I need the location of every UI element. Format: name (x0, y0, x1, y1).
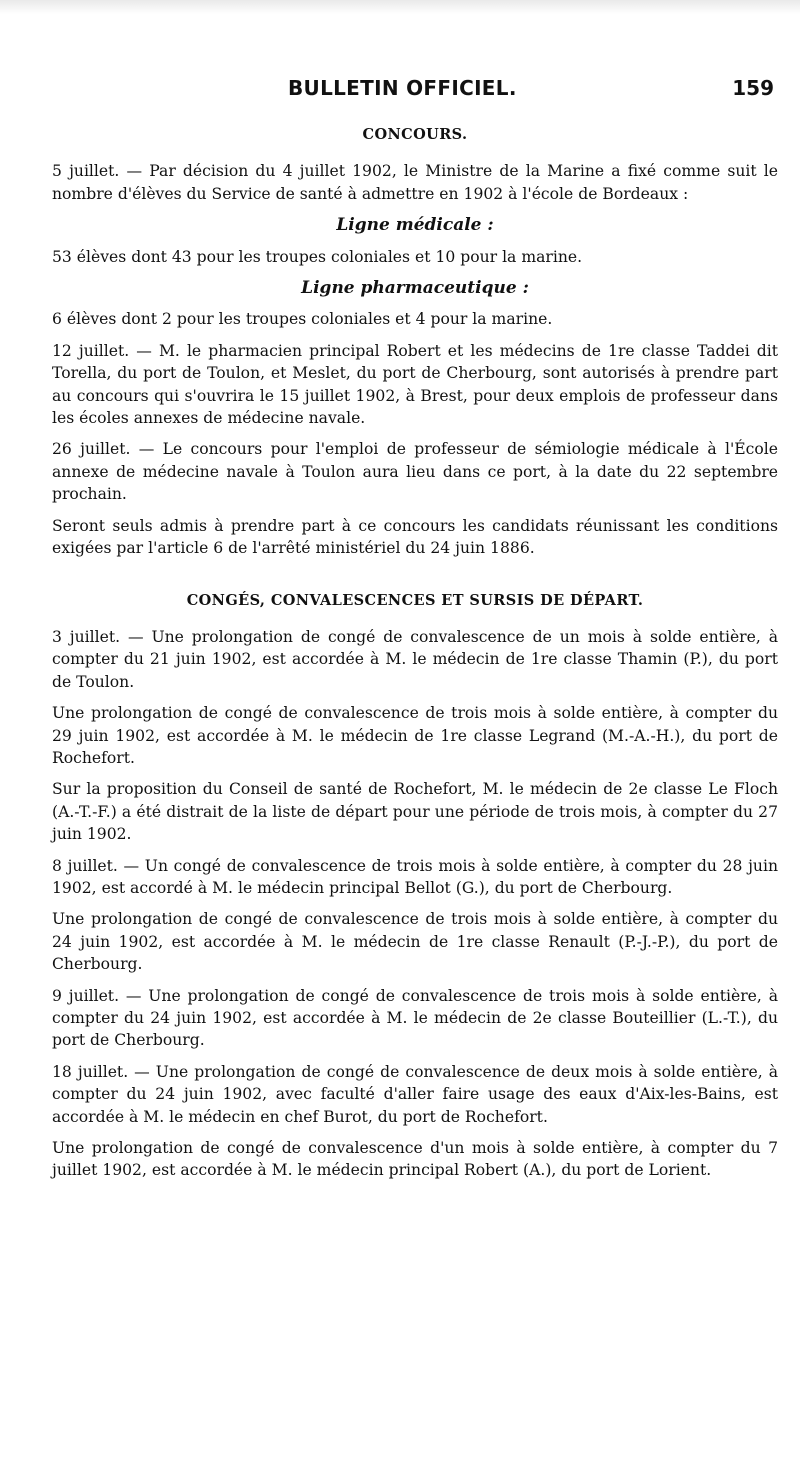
paragraph: 6 élèves dont 2 pour les troupes coloniales et 4 pour la marine. (52, 310, 553, 329)
page-header (0, 76, 800, 106)
paragraph: 3 juillet. — Une prolongation de congé de convalescence de un mois à solde entière, à compter du 21 juin 1902, est accordée à M. le médecin de 1re classe Thamin (P.), du port de Toulon. (52, 627, 778, 691)
paragraph: 18 juillet. — Une prolongation de congé de convalescence de deux mois à solde entière, à compter du 24 juin 1902, avec faculté d'aller faire usage des eaux d'Aix-les-Bains, est accordée à M. le médecin en chef Burot, du port de Rochefort. (52, 1062, 778, 1126)
paragraph: Une prolongation de congé de convalescence d'un mois à solde entière, à compter du 7 juillet 1902, est accordée à M. le médecin principal Robert (A.), du port de Lorient. (52, 1139, 778, 1180)
page-number: 159 (732, 76, 774, 100)
paragraph: Seront seuls admis à prendre part à ce concours les candidats réunissant les conditions exigées par l'article 6 de l'arrêté ministériel du 24 juin 1886. (52, 516, 778, 558)
page-body (52, 124, 778, 1191)
paragraph: Sur la proposition du Conseil de santé de Rochefort, M. le médecin de 2e classe Le Floch (A.-T.-F.) a été distrait de la liste de départ pour une période de trois mois, à compter du 27 juin 1902. (52, 780, 778, 844)
scan-edge (0, 0, 800, 14)
paragraph: Une prolongation de congé de convalescence de trois mois à solde entière, à compter du 24 juin 1902, est accordée à M. le médecin de 1re classe Renault (P.-J.-P.), du port de Cherbourg. (52, 910, 778, 974)
subheading-ligne-pharmaceutique: Ligne pharmaceutique : (301, 278, 529, 299)
paragraph: 8 juillet. — Un congé de convalescence de trois mois à solde entière, à compter du 28 juin 1902, est accordé à M. le médecin principal Bellot (G.), du port de Cherbourg. (52, 856, 778, 897)
section-title-concours: CONCOURS. (362, 126, 468, 143)
paragraph: 26 juillet. — Le concours pour l'emploi de professeur de sémiologie médicale à l'École annexe de médecine navale à Toulon aura lieu dans ce port, à la date du 22 septembre prochain. (52, 440, 778, 504)
paragraph: 9 juillet. — Une prolongation de congé de convalescence de trois mois à solde entière, à compter du 24 juin 1902, est accordée à M. le médecin de 2e classe Bouteillier (L.-T.), du port de Cherbourg. (52, 986, 778, 1050)
paragraph: 12 juillet. — M. le pharmacien principal Robert et les médecins de 1re classe Taddei dit Torella, du port de Toulon, et Meslet, du port de Cherbourg, sont autorisés à prendre part au concours qui s'ouvrira le 15 juillet 1902, à Brest, pour deux emplois de professeur dans les écoles annexes de médecine navale. (52, 341, 778, 428)
paragraph: Une prolongation de congé de convalescence de trois mois à solde entière, à compter du 29 juin 1902, est accordée à M. le médecin de 1re classe Legrand (M.-A.-H.), du port de Rochefort. (52, 704, 778, 767)
running-title: BULLETIN OFFICIEL. (288, 76, 517, 100)
subheading-ligne-medicale: Ligne médicale : (336, 215, 494, 236)
paragraph: 53 élèves dont 43 pour les troupes coloniales et 10 pour la marine. (52, 247, 583, 266)
paragraph: 5 juillet. — Par décision du 4 juillet 1902, le Ministre de la Marine a fixé comme suit le nombre d'élèves du Service de santé à admettre en 1902 à l'école de Bordeaux : (52, 162, 778, 203)
section-title-conges: CONGÉS, CONVALESCENCES ET SURSIS DE DÉPART. (186, 591, 644, 609)
